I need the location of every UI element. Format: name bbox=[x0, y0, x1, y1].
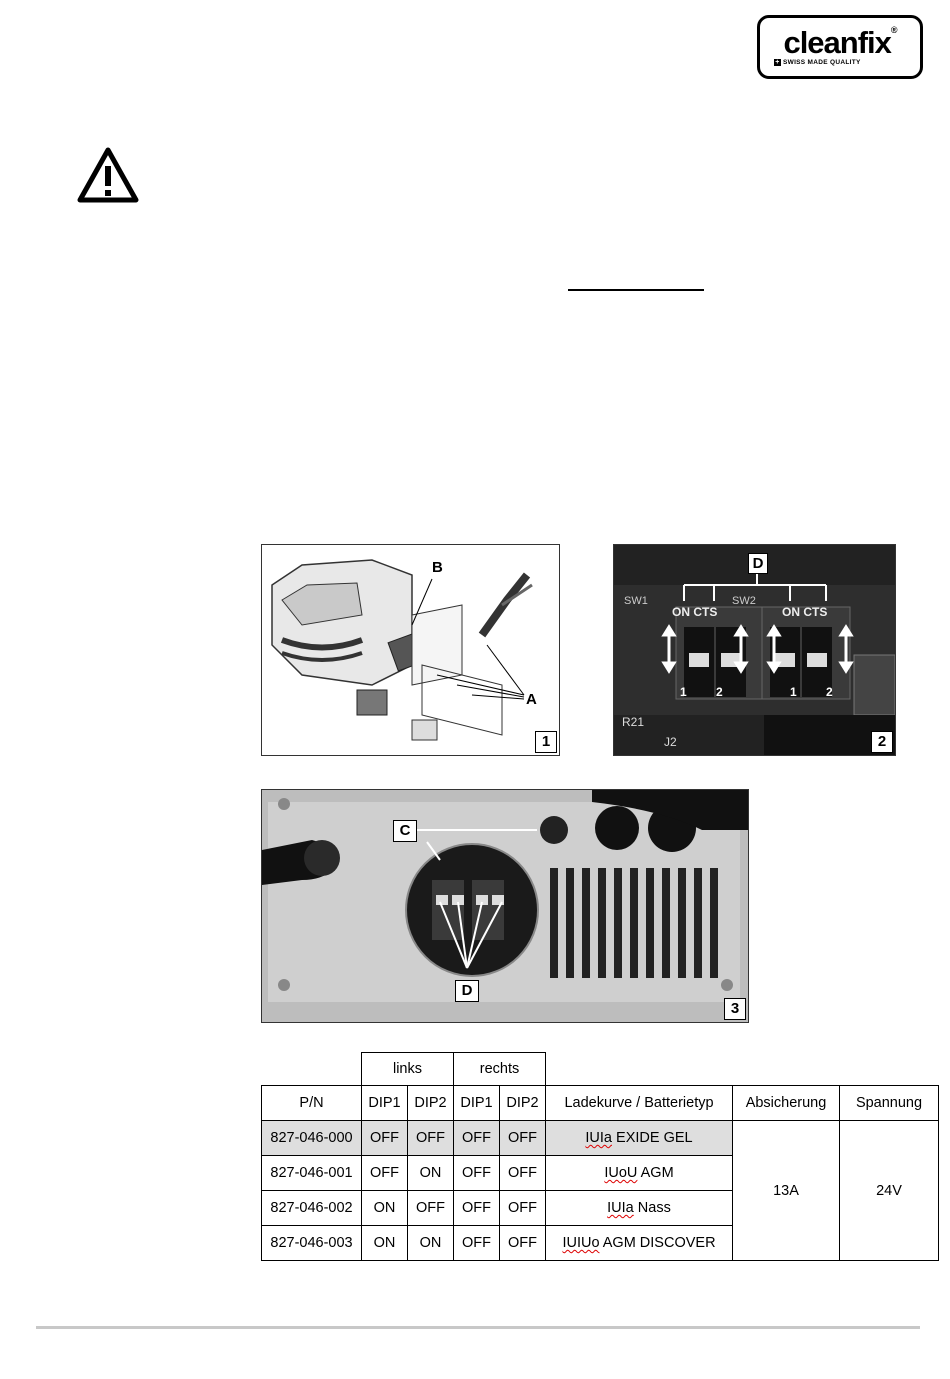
sw2-label: SW2 bbox=[732, 595, 756, 607]
figure-1-charger-exploded-view bbox=[261, 544, 560, 756]
label-d: D bbox=[455, 980, 479, 1002]
switch-text-right: ON CTS bbox=[782, 605, 828, 619]
sw1-label: SW1 bbox=[624, 595, 648, 607]
cell-dip: ON bbox=[408, 1156, 454, 1191]
group-header-rechts: rechts bbox=[454, 1053, 546, 1086]
cell-voltage: 24V bbox=[840, 1121, 939, 1261]
header-fuse: Absicherung bbox=[733, 1086, 840, 1121]
cell-dip: OFF bbox=[454, 1156, 500, 1191]
cell-dip: ON bbox=[362, 1226, 408, 1261]
cell-curve bbox=[546, 1121, 733, 1156]
cell-dip: OFF bbox=[500, 1191, 546, 1226]
curve-code: IUIa bbox=[607, 1200, 634, 1216]
cell-pn: 827-046-001 bbox=[262, 1156, 362, 1191]
dip-switch-table bbox=[261, 1052, 939, 1261]
cell-curve bbox=[546, 1226, 733, 1261]
cell-dip: OFF bbox=[362, 1156, 408, 1191]
label-b: B bbox=[432, 559, 443, 576]
logo-reg: ® bbox=[890, 25, 897, 35]
footer-divider bbox=[36, 1326, 920, 1329]
cell-fuse: 13A bbox=[733, 1121, 840, 1261]
cell-dip: OFF bbox=[454, 1226, 500, 1261]
cell-dip: OFF bbox=[454, 1191, 500, 1226]
curve-type: AGM DISCOVER bbox=[599, 1235, 716, 1251]
cell-dip: ON bbox=[408, 1226, 454, 1261]
figure-number: 2 bbox=[871, 731, 893, 753]
cell-dip: OFF bbox=[500, 1226, 546, 1261]
label-a: A bbox=[526, 691, 537, 708]
header-dip1-left: DIP1 bbox=[362, 1086, 408, 1121]
switch-text-left: ON CTS bbox=[672, 605, 718, 619]
label-d: D bbox=[748, 553, 768, 574]
figure-number: 3 bbox=[724, 998, 746, 1020]
pos-1-left: 1 bbox=[680, 685, 687, 699]
label-c: C bbox=[393, 820, 417, 842]
cell-dip: ON bbox=[362, 1191, 408, 1226]
figure-2-dip-switch-photo bbox=[613, 544, 896, 756]
curve-code: IUIa bbox=[585, 1130, 612, 1146]
logo-tagline: SWISS MADE QUALITY bbox=[783, 59, 861, 66]
cell-pn: 827-046-003 bbox=[262, 1226, 362, 1261]
cell-dip: OFF bbox=[362, 1121, 408, 1156]
cell-curve bbox=[546, 1156, 733, 1191]
figure-number: 1 bbox=[535, 731, 557, 753]
header-dip2-right: DIP2 bbox=[500, 1086, 546, 1121]
group-header-links: links bbox=[362, 1053, 454, 1086]
header-pn: P/N bbox=[262, 1086, 362, 1121]
pos-2-left: 2 bbox=[716, 685, 723, 699]
cell-dip: OFF bbox=[500, 1121, 546, 1156]
cell-pn: 827-046-002 bbox=[262, 1191, 362, 1226]
cell-dip: OFF bbox=[500, 1156, 546, 1191]
header-dip1-right: DIP1 bbox=[454, 1086, 500, 1121]
warning-icon bbox=[76, 146, 140, 204]
curve-code: IUoU bbox=[604, 1165, 638, 1181]
cell-dip: OFF bbox=[408, 1121, 454, 1156]
swiss-cross-icon: + bbox=[775, 59, 780, 66]
table-header-row bbox=[262, 1086, 939, 1121]
header-voltage: Spannung bbox=[840, 1086, 939, 1121]
pos-1-right: 1 bbox=[790, 685, 797, 699]
header-dip2-left: DIP2 bbox=[408, 1086, 454, 1121]
curve-type: AGM bbox=[637, 1165, 674, 1181]
logo-word: cleanfix bbox=[783, 25, 891, 60]
curve-type: Nass bbox=[633, 1200, 671, 1216]
r21-label: R21 bbox=[622, 715, 645, 729]
header-charge-curve: Ladekurve / Batterietyp bbox=[546, 1086, 733, 1121]
text-underline bbox=[568, 289, 704, 291]
cleanfix-logo bbox=[757, 15, 923, 79]
cell-dip: OFF bbox=[408, 1191, 454, 1226]
cell-pn: 827-046-000 bbox=[262, 1121, 362, 1156]
j2-label: J2 bbox=[664, 735, 677, 749]
table-row bbox=[262, 1121, 939, 1156]
cell-dip: OFF bbox=[454, 1121, 500, 1156]
cell-curve bbox=[546, 1191, 733, 1226]
figure-3-charger-housing-photo bbox=[261, 789, 749, 1023]
pos-2-right: 2 bbox=[826, 685, 833, 699]
curve-type: EXIDE GEL bbox=[612, 1130, 693, 1146]
curve-code: IUIUo bbox=[562, 1235, 600, 1251]
